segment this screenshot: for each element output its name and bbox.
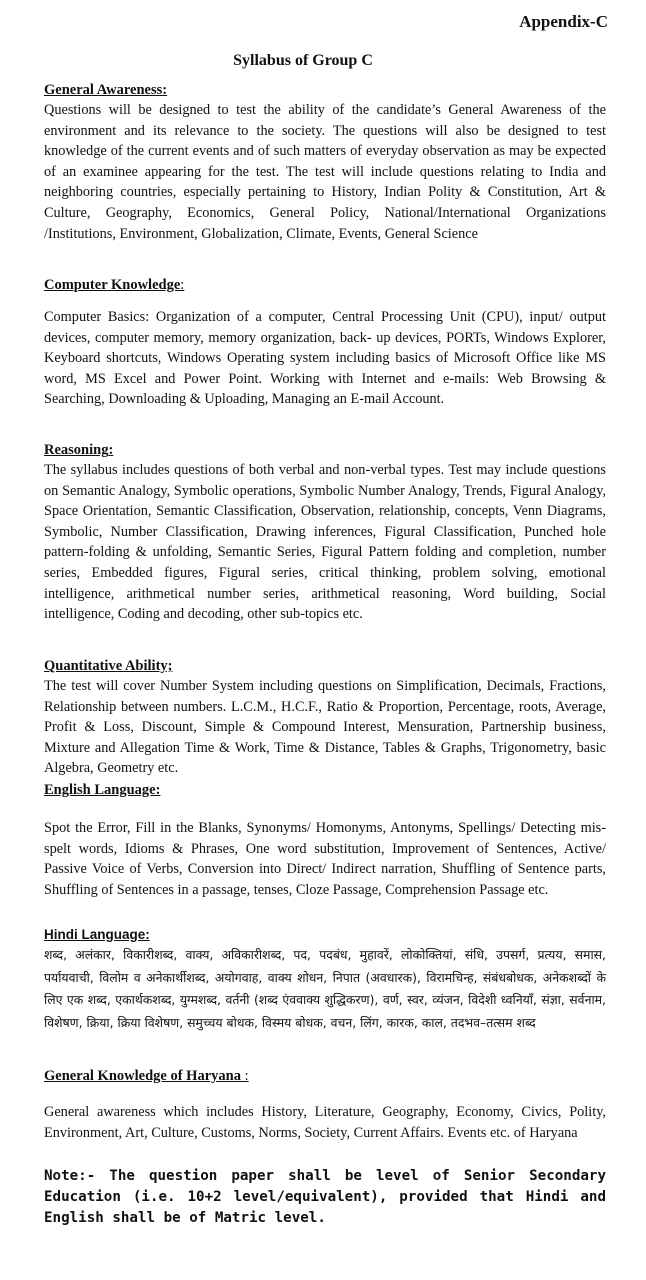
section-english-language xyxy=(44,780,606,900)
section-heading: Computer Knowledge xyxy=(44,277,181,293)
section-hindi-language xyxy=(44,926,606,1034)
section-text: शब्द, अलंकार, विकारीशब्द, वाक्य, अविकारीशब्द, पद, पदबंध, मुहावरें, लोकोक्तियां, संधि, उपसर्ग, प्रत्यय, समास, पर्यायवाची, विलोम व अनेकार्थीशब्द, अयोगवाह, वाक्य शोधन, निपात (अवधारक), विरामचिन्ह, संबंधबोधक, अनेकशब्दों के लिए एक शब्द, एकार्थकशब्द, युग्मशब्द, वर्तनी (शब्द एंववाक्य शुद्धिकरण), वर्ण, स्वर, व्यंजन, विदेशी ध्वनियाँ, संज्ञा, सर्वनाम, विशेषण, क्रिया, क्रिया विशेषण, समुच्चय बोधक, विस्मय बोधक, वचन, लिंग, कारक, काल, तदभव–तत्सम शब्द xyxy=(44,947,606,1030)
note-text: Note:- The question paper shall be level of Senior Secondary Education (i.e. 10+2 level/equivalent), provided that Hindi and English shall be of Matric level. xyxy=(44,1168,606,1226)
section-heading: Reasoning xyxy=(44,442,109,458)
section-text: General awareness which includes History, Literature, Geography, Economy, Civics, Polity, Environment, Art, Culture, Customs, Norms, Society, Current Affairs. Events etc. of Haryana xyxy=(44,1104,606,1141)
appendix-label: Appendix-C xyxy=(519,12,608,31)
page-title: Syllabus of Group C xyxy=(233,52,373,69)
section-heading: General Awareness: xyxy=(44,82,168,98)
section-general-awareness xyxy=(44,80,606,244)
note-block xyxy=(44,1166,606,1229)
section-heading: Hindi Language: xyxy=(44,927,150,942)
section-text: The test will cover Number System including questions on Simplification, Decimals, Fractions, Relationship between numbers. L.C.M., H.C.F., Ratio & Proportion, Percentage, roots, Average, Profit & Loss, Discount, Simple & Compound Interest, Mensuration, Partnership business, Mixture and Allegation Time & Work, Time & Distance, Tables & Graphs, Trigonometry, basic Algebra, Geometry etc. xyxy=(44,678,606,777)
section-text: The syllabus includes questions of both verbal and non-verbal types. Test may include questions on Semantic Analogy, Symbolic operations, Symbolic Number Analogy, Trends, Figural Analogy, Space Orientation, Semantic Classification, Observation, relationship, concepts, Venn Diagrams, Symbolic, Number Classification, Drawing inferences, Figural Classification, Punched hole pattern-folding & unfolding, Semantic Series, Figural Pattern folding and completion, number series, Embedded figures, Figural series, critical thinking, problem solving, emotional intelligence, arithmetical number series, arithmetical reasoning, Word building, Social intelligence, Coding and decoding, other sub-topics etc. xyxy=(44,462,606,623)
section-text: Computer Basics: Organization of a computer, Central Processing Unit (CPU), input/ output devices, computer memory, memory organization, back- up devices, PORTs, Windows Explorer, Keyboard shortcuts, Windows Operating system including basics of Microsoft Office like MS word, MS Excel and Power Point. Working with Internet and e-mails: Web Browsing & Searching, Downloading & Uploading, Managing an E-mail Account. xyxy=(44,309,606,408)
section-text: Questions will be designed to test the ability of the candidate’s General Awareness of the environment and its relevance to the society. The questions will also be designed to test knowledge of the current events and of such matters of everyday observation as may be expected of an examinee appearing for the test. The test will include questions relating to India and neighboring countries, especially pertaining to History, Indian Polity & Constitution, Art & Culture, Geography, Economics, General Policy, National/International Organizations /Institutions, Environment, Globalization, Climate, Events, General Science xyxy=(44,102,606,242)
section-heading: General Knowledge of Haryana xyxy=(44,1068,241,1084)
heading-suffix: : xyxy=(108,442,114,458)
section-heading: English Language: xyxy=(44,782,161,798)
section-text: Spot the Error, Fill in the Blanks, Synonyms/ Homonyms, Antonyms, Spellings/ Detecting mis-spelt words, Idioms & Phrases, One word substitution, Improvement of Sentences, Active/ Passive Voice of Verbs, Conversion into Direct/ Indirect narration, Shuffling of Sentence parts, Shuffling of Sentences in a passage, tenses, Cloze Passage, Comprehension Passage etc. xyxy=(44,820,606,898)
section-reasoning xyxy=(44,440,606,625)
section-gk-haryana xyxy=(44,1066,606,1143)
section-computer-knowledge xyxy=(44,275,606,410)
section-heading: Quantitative Ability; xyxy=(44,658,173,674)
section-quantitative-ability xyxy=(44,656,606,779)
heading-suffix: : xyxy=(180,277,185,293)
heading-suffix: : xyxy=(240,1068,249,1084)
